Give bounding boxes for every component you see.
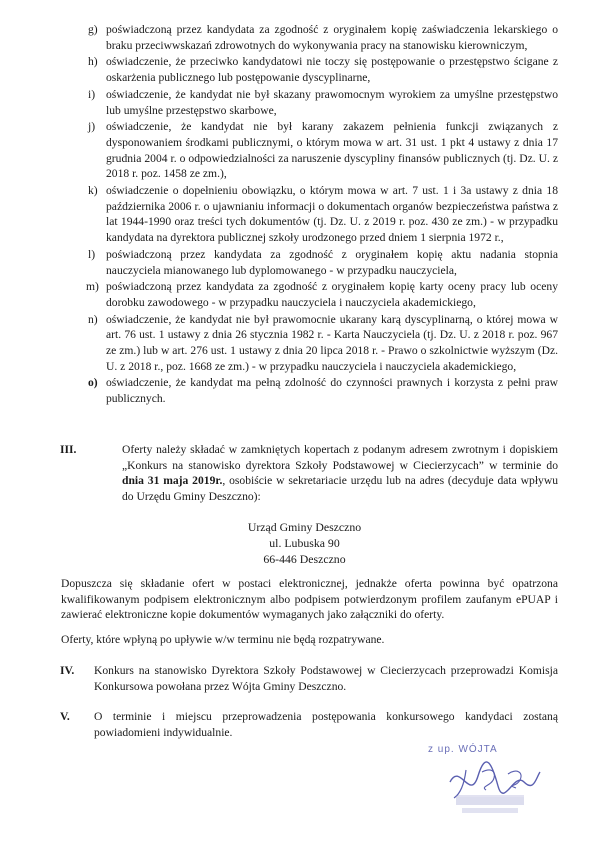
list-item-marker: h)	[88, 55, 98, 69]
list-item	[88, 54, 558, 85]
list-item-text: poświadczoną przez kandydata za zgodność z oryginałem kopię karty oceny pracy lub oceny dorobku zawodowego - w przypadku nauczyciela i nauczyciela akademickiego,	[106, 280, 558, 309]
list-item	[88, 119, 558, 182]
section-number: IV.	[60, 664, 75, 677]
section-iii-text-end: , osobiście w sekretariacie urzędu lub na adres (decyduje data wpływu do Urzędu Gminy Deszczno):	[122, 474, 559, 504]
list-item-marker: i)	[88, 87, 96, 101]
list-item	[88, 22, 558, 53]
list-item-marker: j)	[88, 120, 96, 134]
section-iv-text: Konkurs na stanowisko Dyrektora Szkoły Podstawowej w Ciecierzycach przeprowadzi Komisja Konkursowa powołana przez Wójta Gminy Deszczno.	[94, 664, 558, 693]
list-item-text: oświadczenie, że przeciwko kandydatowi nie toczy się postępowanie o przestępstwo ścigane z oskarżenia publicznego lub postępowanie dyscyplinarne,	[106, 55, 558, 85]
list-item-marker: g)	[88, 23, 98, 36]
list-item-text: poświadczoną przez kandydata za zgodność z oryginałem kopię aktu nadania stopnia nauczyciela mianowanego lub dyplomowanego - w przypadku nauczyciela,	[106, 247, 558, 277]
section-iii-text-start: Oferty należy składać w zamkniętych kopertach z podanym adresem zwrotnym i dopiskiem „Konkurs na stanowisko dyrektora Szkoły Podstawowej w Ciecierzycach” w terminie do	[122, 443, 558, 472]
list-item	[88, 247, 558, 278]
address-block	[0, 519, 609, 567]
stamp-header: z up. WÓJTA	[428, 744, 498, 755]
address-line: ul. Lubuska 90	[269, 536, 340, 550]
list-item	[88, 312, 558, 375]
list-item	[88, 183, 558, 246]
list-item-text: poświadczoną przez kandydata za zgodność z oryginałem kopię zaświadczenia lekarskiego o braku przeciwwskazań zdrowotnych do wykonywania pracy na stanowisku kierowniczym,	[106, 23, 558, 52]
list-item-marker: l)	[88, 247, 96, 261]
list-item-text: oświadczenie, że kandydat nie był karany zakazem pełnienia funkcji związanych z dysponowaniem środkami publicznymi, o którym mowa w art. 31 ust. 1 pkt 4 ustawy z dnia 17 grudnia 2004 r. o odpowiedzialności za naruszenie dyscypliny finansów publicznych (tj. Dz. U. z 2018 r. poz. 1458 ze zm.),	[106, 120, 558, 181]
list-item-marker: o)	[88, 376, 98, 390]
list-item-text: oświadczenie, że kandydat ma pełną zdolność do czynności prawnych i korzysta z pełni praw publicznych.	[106, 376, 558, 406]
electronic-submission-note: Dopuszcza się składanie ofert w postaci elektronicznej, jednakże oferta powinna być opatrzona kwalifikowanym podpisem elektronicznym albo podpisem potwierdzonym profilem zaufanym ePUAP i zawierać elektroniczne kopie dokumentów wymaganych jako załączniki do oferty.	[61, 577, 558, 622]
list-item-marker: k)	[88, 184, 98, 198]
list-item-text: oświadczenie, że kandydat nie był skazany prawomocnym wyrokiem za umyślne przestępstwo lub umyślne przestępstwo skarbowe,	[106, 87, 558, 117]
list-item-marker: n)	[88, 312, 98, 326]
list-item-text: oświadczenie, że kandydat nie był prawomocnie ukarany karą dyscyplinarną, o której mowa w art. 76 ust. 1 ustawy z dnia 26 stycznia 1982 r. - Karta Nauczyciela (tj. Dz. U. z 2018 r. poz. 967 ze zm.) lub w art. 276 ust. 1 ustawy z dnia 20 lipca 2018 r. - Prawo o szkolnictwie wyższym (Dz. U. z 2018 r., poz. 1668 ze zm.) - w przypadku nauczyciela i nauczyciela akademickiego,	[106, 312, 558, 373]
section-v	[60, 709, 558, 740]
late-offers-note: Oferty, które wpłyną po upływie w/w terminu nie będą rozpatrywane.	[61, 633, 385, 646]
list-item-marker: m)	[86, 280, 99, 294]
section-iv	[60, 663, 558, 694]
deadline-date: dnia 31 maja 2019r.	[122, 474, 223, 488]
list-item	[88, 375, 558, 406]
list-item-text: oświadczenie o dopełnieniu obowiązku, o którym mowa w art. 7 ust. 1 i 3a ustawy z dnia 18 października 2006 r. o ujawnianiu informacji o dokumentach organów bezpieczeństwa państwa z lat 1944-1990 oraz treści tych dokumentów (tj. Dz. U. z 2019 r. poz. 430 ze zm.) - w przypadku kandydata na dyrektora publicznej szkoły urodzonego przed dniem 1 sierpnia 1972 r.,	[106, 184, 558, 245]
list-item	[88, 279, 558, 310]
address-line: Urząd Gminy Deszczno	[247, 520, 362, 534]
required-documents-list	[88, 22, 558, 408]
section-v-text: O terminie i miejscu przeprowadzenia postępowania konkursowego kandydaci zostaną powiadomieni indywidualnie.	[94, 710, 558, 739]
section-iii	[60, 442, 559, 505]
signature-stamp	[420, 742, 550, 818]
list-item	[88, 87, 558, 118]
section-number: III.	[60, 443, 77, 456]
section-number: V.	[60, 710, 70, 723]
address-line: 66-446 Deszczno	[263, 552, 346, 566]
